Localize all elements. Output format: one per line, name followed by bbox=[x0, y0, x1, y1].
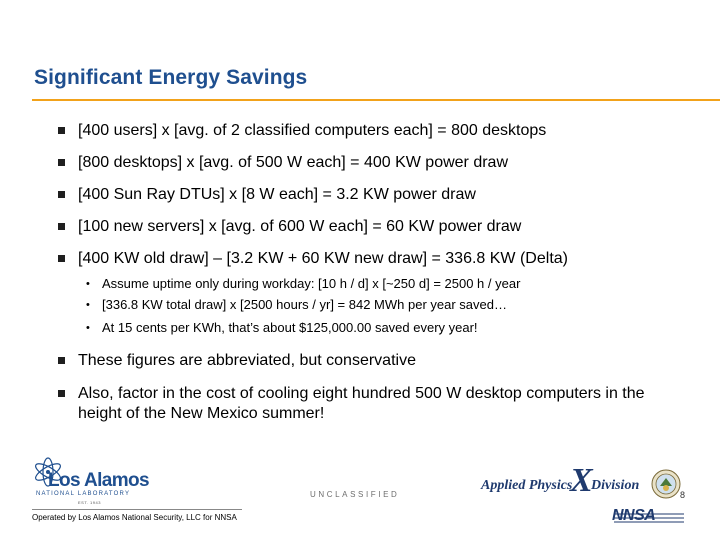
lanl-established: EST. 1943 bbox=[78, 500, 101, 505]
bullet-text: [400 users] x [avg. of 2 classified computers each] = 800 desktops bbox=[78, 122, 547, 139]
bullet-text: [800 desktops] x [avg. of 500 W each] = 400 KW power draw bbox=[78, 154, 509, 171]
division-logo-x: X bbox=[570, 462, 593, 499]
nnsa-logo: NNSA bbox=[612, 507, 656, 524]
bullet-text: Also, factor in the cost of cooling eight hundred 500 W desktop computers in the height of the New Mexico summer! bbox=[78, 385, 645, 422]
square-bullet-icon bbox=[58, 127, 65, 134]
lanl-wordmark: Los Alamos bbox=[48, 470, 149, 491]
square-bullet-icon bbox=[58, 357, 65, 364]
doe-seal-icon bbox=[651, 469, 681, 499]
bullet-text: [400 KW old draw] – [3.2 KW + 60 KW new draw] = 336.8 KW (Delta) bbox=[78, 250, 568, 267]
bullet-text: [100 new servers] x [avg. of 600 W each] = 60 KW power draw bbox=[78, 218, 522, 235]
footer-divider bbox=[32, 509, 242, 510]
dot-bullet-icon: • bbox=[86, 322, 90, 334]
square-bullet-icon bbox=[58, 159, 65, 166]
sub-bullet-text: At 15 cents per KWh, that’s about $125,000.00 saved every year! bbox=[102, 320, 478, 335]
sub-bullet-text: Assume uptime only during workday: [10 h / d] x [~250 d] = 2500 h / year bbox=[102, 276, 521, 291]
dot-bullet-icon: • bbox=[86, 299, 90, 311]
bullet-text: These figures are abbreviated, but conservative bbox=[78, 352, 416, 369]
square-bullet-icon bbox=[58, 255, 65, 262]
classification-label: UNCLASSIFIED bbox=[310, 490, 400, 499]
title-underline bbox=[32, 99, 720, 101]
bullet-text: [400 Sun Ray DTUs] x [8 W each] = 3.2 KW power draw bbox=[78, 186, 476, 203]
lanl-subtitle: NATIONAL LABORATORY bbox=[36, 491, 131, 497]
sub-bullet-text: [336.8 KW total draw] x [2500 hours / yr] = 842 MWh per year saved… bbox=[102, 297, 507, 312]
page-number: 8 bbox=[680, 490, 686, 500]
division-logo-right: Division bbox=[591, 478, 640, 493]
operated-by-text: Operated by Los Alamos National Security, LLC for NNSA bbox=[32, 513, 237, 522]
division-logo-left: Applied Physics bbox=[481, 478, 573, 493]
dot-bullet-icon: • bbox=[86, 278, 90, 290]
square-bullet-icon bbox=[58, 191, 65, 198]
square-bullet-icon bbox=[58, 223, 65, 230]
square-bullet-icon bbox=[58, 390, 65, 397]
slide-title: Significant Energy Savings bbox=[34, 66, 308, 89]
